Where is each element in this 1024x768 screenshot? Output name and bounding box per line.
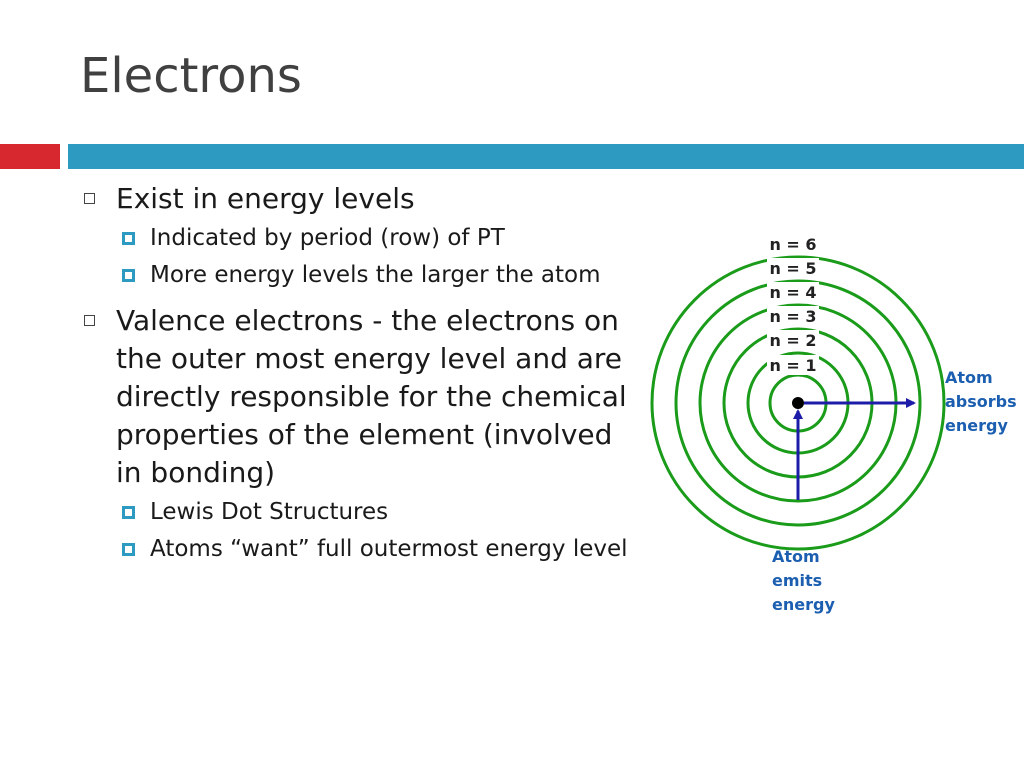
- absorb-label-line3: energy: [945, 416, 1008, 435]
- title-accent-bar-red: [0, 144, 60, 169]
- level-label-n6: n = 6: [769, 235, 817, 254]
- energy-level-diagram: [640, 225, 1024, 625]
- bullet-list: [80, 180, 640, 566]
- emit-label-line3: energy: [772, 595, 835, 614]
- sub-bullet-lewis: Lewis Dot Structures: [80, 496, 640, 529]
- sub-bullet-more-levels: More energy levels the larger the atom: [80, 259, 640, 292]
- level-label-n5: n = 5: [769, 259, 817, 278]
- level-label-n2: n = 2: [769, 331, 817, 350]
- square-bullet-icon: [122, 506, 135, 519]
- emit-label-line2: emits: [772, 571, 823, 590]
- level-label-n1: n = 1: [769, 356, 817, 375]
- level-label-n4: n = 4: [769, 283, 817, 302]
- nucleus-dot: [792, 397, 804, 409]
- hollow-square-bullet-icon: [84, 315, 95, 326]
- title-accent-bar-blue: [68, 144, 1024, 169]
- hollow-square-bullet-icon: [84, 193, 95, 204]
- square-bullet-icon: [122, 543, 135, 556]
- absorb-label-line2: absorbs: [945, 392, 1017, 411]
- square-bullet-icon: [122, 269, 135, 282]
- slide-title: Electrons: [80, 48, 302, 104]
- sub-bullet-period: Indicated by period (row) of PT: [80, 222, 640, 255]
- square-bullet-icon: [122, 232, 135, 245]
- emit-label-line1: Atom: [772, 547, 820, 566]
- level-label-n3: n = 3: [769, 307, 817, 326]
- bullet-exist-in-energy-levels: Exist in energy levels: [80, 180, 640, 218]
- absorb-label-line1: Atom: [945, 368, 993, 387]
- sub-bullet-atoms-want: Atoms “want” full outermost energy level: [80, 533, 640, 566]
- bullet-valence-electrons: Valence electrons - the electrons on the outer most energy level and are directly responsible for the chemical properties of the element (involved in bonding): [80, 302, 640, 492]
